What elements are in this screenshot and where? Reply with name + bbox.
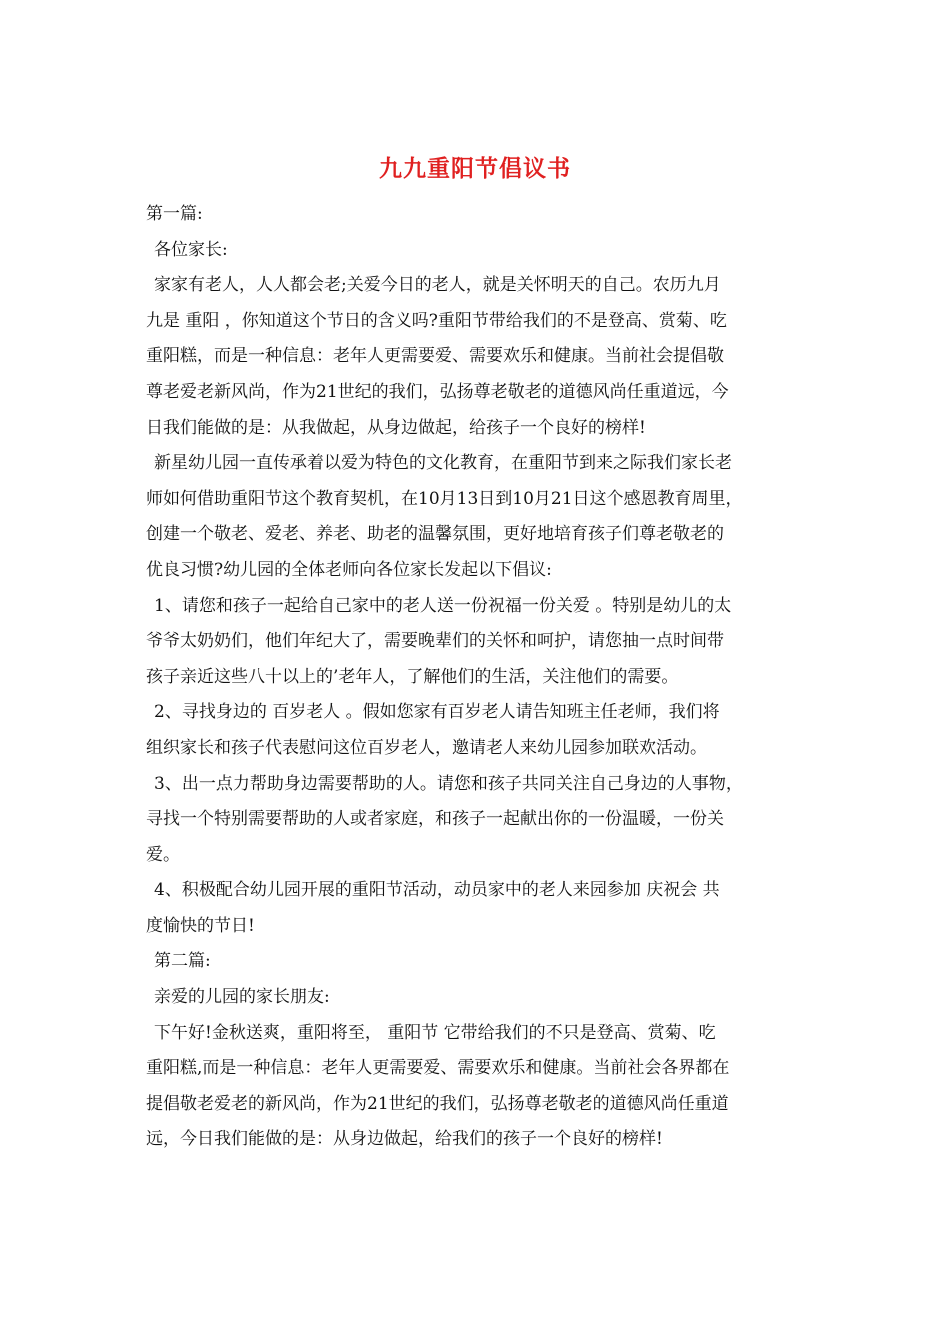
text-line: 各位家长: bbox=[154, 239, 228, 260]
text-line: 第二篇: bbox=[154, 951, 211, 972]
text-line: 3、出一点力帮助身边需要帮助的人。请您和孩子共同关注自己身边的人事物， bbox=[154, 773, 743, 794]
text-line: 创建一个敬老、爱老、养老、助老的温馨氛围，更好地培育孩子们尊老敬老的 bbox=[146, 524, 724, 545]
text-line: 1、请您和孩子一起给自己家中的老人送一份祝福一份关爱 。特别是幼儿的太 bbox=[154, 595, 732, 616]
text-line: 远，今日我们能做的是：从身边做起，给我们的孩子一个良好的榜样! bbox=[146, 1129, 663, 1150]
text-line: 下午好!金秋送爽，重阳将至， 重阳节 它带给我们的不只是登高、赏菊、吃 bbox=[154, 1022, 716, 1043]
text-line: 家家有老人，人人都会老;关爱今日的老人，就是关怀明天的自己。农历九月 bbox=[154, 275, 721, 296]
text-line: 4、积极配合幼儿园开展的重阳节活动，动员家中的老人来园参加 庆祝会 共 bbox=[154, 880, 720, 901]
document-body bbox=[146, 197, 811, 1158]
text-line: 九是 重阳 ，你知道这个节日的含义吗?重阳节带给我们的不是登高、赏菊、吃 bbox=[146, 310, 727, 331]
text-line: 师如何借助重阳节这个教育契机，在10月13日到10月21日这个感恩教育周里， bbox=[146, 488, 743, 509]
text-line: 寻找一个特别需要帮助的人或者家庭，和孩子一起献出你的一份温暖，一份关 bbox=[146, 809, 724, 830]
document-title: 九九重阳节倡议书 bbox=[379, 155, 571, 182]
text-line: 爷爷太奶奶们，他们年纪大了，需要晚辈们的关怀和呵护，请您抽一点时间带 bbox=[146, 631, 724, 652]
text-line: 重阳糕，而是一种信息：老年人更需要爱、需要欢乐和健康。当前社会提倡敬 bbox=[146, 346, 724, 367]
text-line: 第一篇: bbox=[146, 204, 203, 224]
text-line: 重阳糕,而是一种信息：老年人更需要爱、需要欢乐和健康。当前社会各界都在 bbox=[146, 1058, 730, 1079]
text-line: 度愉快的节日! bbox=[146, 915, 255, 936]
text-line: 孩子亲近这些八十以上的’老年人，了解他们的生活，关注他们的需要。 bbox=[146, 666, 679, 687]
text-line: 组织家长和孩子代表慰问这位百岁老人，邀请老人来幼儿园参加联欢活动。 bbox=[146, 737, 707, 758]
text-line: 日我们能做的是：从我做起，从身边做起，给孩子一个良好的榜样! bbox=[146, 417, 646, 438]
text-line: 亲爱的儿园的家长朋友: bbox=[154, 987, 330, 1008]
text-line: 优良习惯?幼儿园的全体老师向各位家长发起以下倡议: bbox=[146, 559, 552, 580]
text-line: 爱。 bbox=[146, 844, 180, 865]
text-line: 新星幼儿园一直传承着以爱为特色的文化教育，在重阳节到来之际我们家长老 bbox=[154, 453, 732, 474]
text-line: 尊老爱老新风尚，作为21世纪的我们，弘扬尊老敬老的道德风尚任重道远，今 bbox=[146, 381, 729, 402]
text-line: 2、寻找身边的 百岁老人 。假如您家有百岁老人请告知班主任老师，我们将 bbox=[154, 702, 720, 723]
text-line: 提倡敬老爱老的新风尚，作为21世纪的我们，弘扬尊老敬老的道德风尚任重道 bbox=[146, 1093, 729, 1114]
